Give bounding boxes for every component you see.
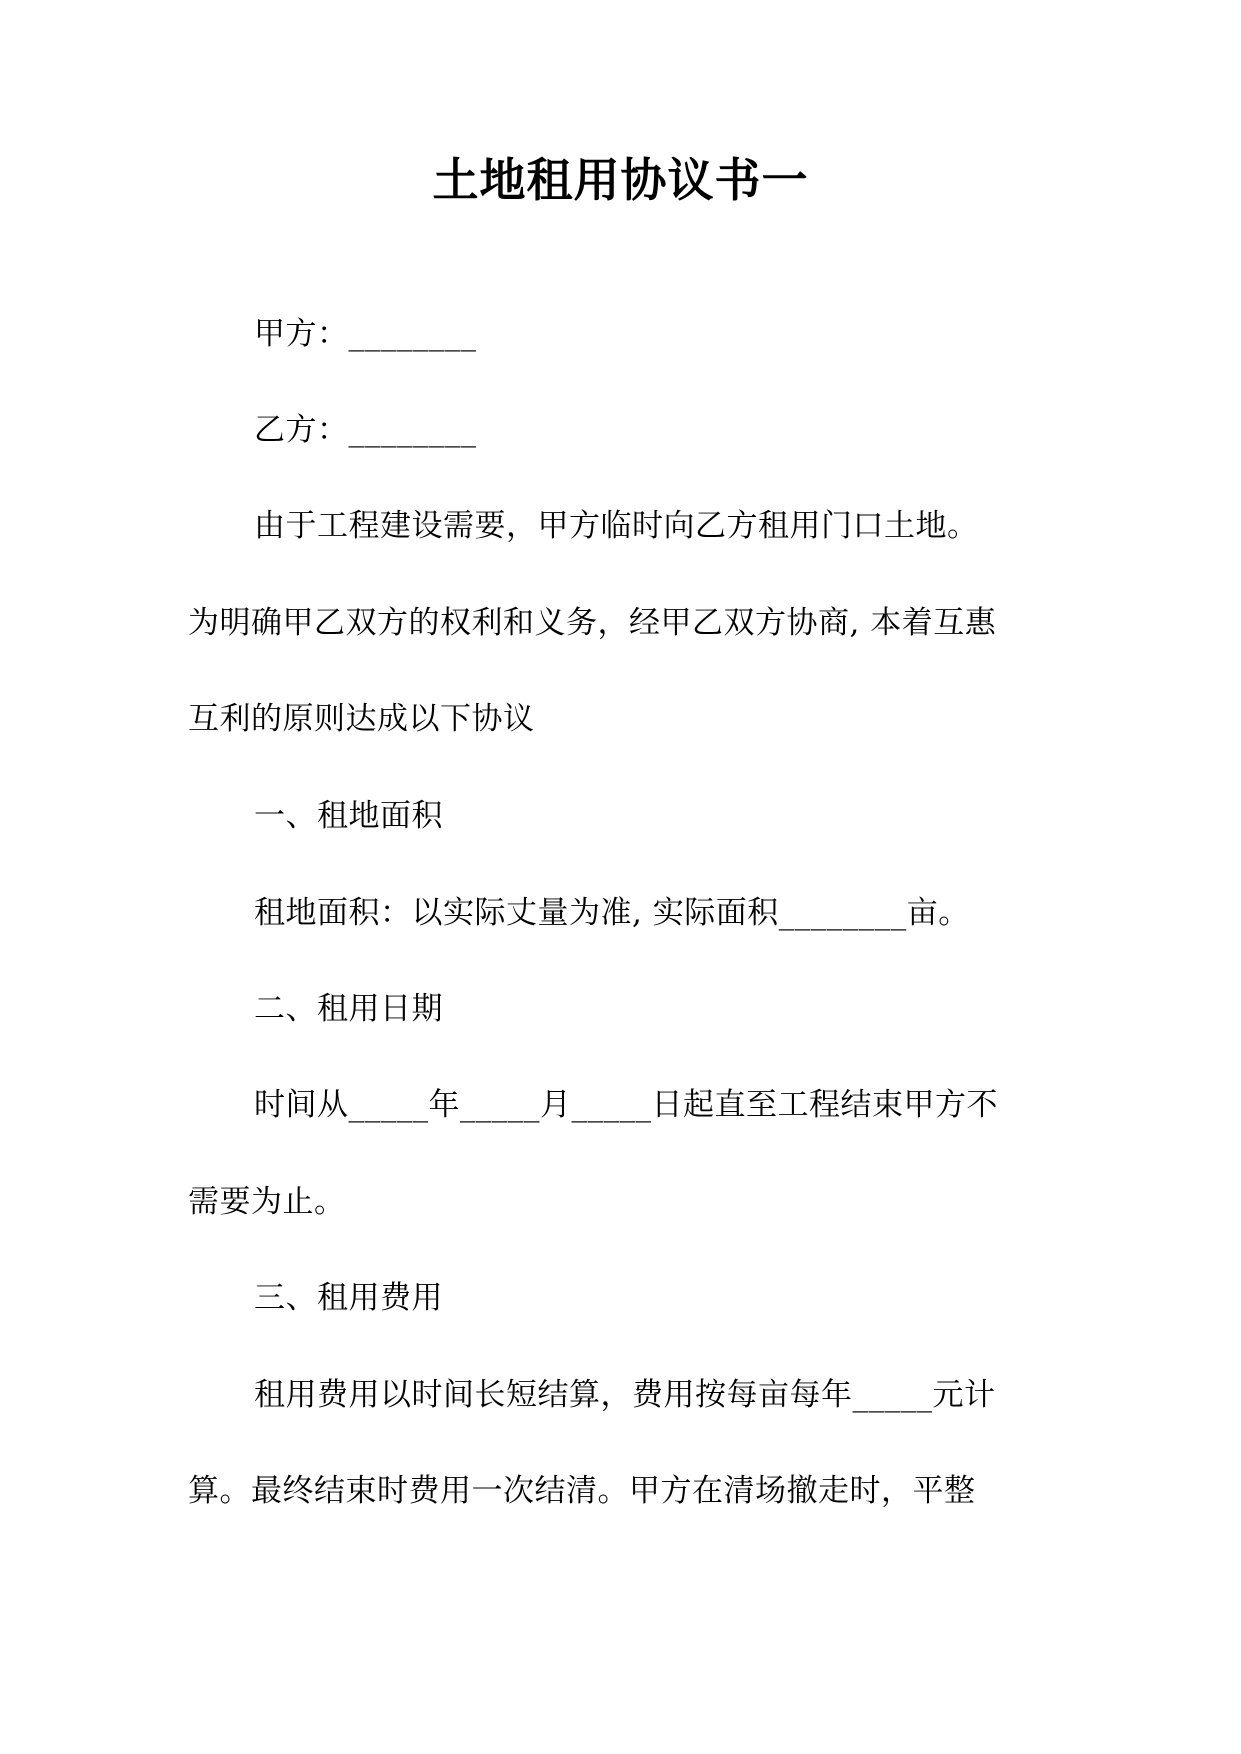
area-clause-line: 租地面积：以实际丈量为准, 实际面积________亩。 xyxy=(254,895,970,931)
paragraph-intro-line-1: 由于工程建设需要，甲方临时向乙方租用门口土地。 xyxy=(254,508,979,544)
paragraph-intro-line-3: 互利的原则达成以下协议 xyxy=(188,701,535,737)
date-clause-line-2: 需要为止。 xyxy=(188,1184,346,1220)
date-clause-line-1: 时间从_____年_____月_____日起直至工程结束甲方不 xyxy=(254,1087,998,1123)
party-a-line: 甲方：________ xyxy=(254,316,477,352)
paragraph-intro-line-2: 为明确甲乙双方的权利和义务，经甲乙双方协商, 本着互惠 xyxy=(188,605,997,641)
fee-clause-line-2: 算。最终结束时费用一次结清。甲方在清场撤走时，平整 xyxy=(188,1473,976,1509)
party-b-line: 乙方：________ xyxy=(254,412,477,448)
fee-clause-line-1: 租用费用以时间长短结算，费用按每亩每年_____元计 xyxy=(254,1377,996,1413)
section-heading-date: 二、租用日期 xyxy=(254,991,443,1027)
section-heading-area: 一、租地面积 xyxy=(254,798,443,834)
section-heading-fee: 三、租用费用 xyxy=(254,1280,443,1316)
document-title: 土地租用协议书一 xyxy=(432,153,809,207)
